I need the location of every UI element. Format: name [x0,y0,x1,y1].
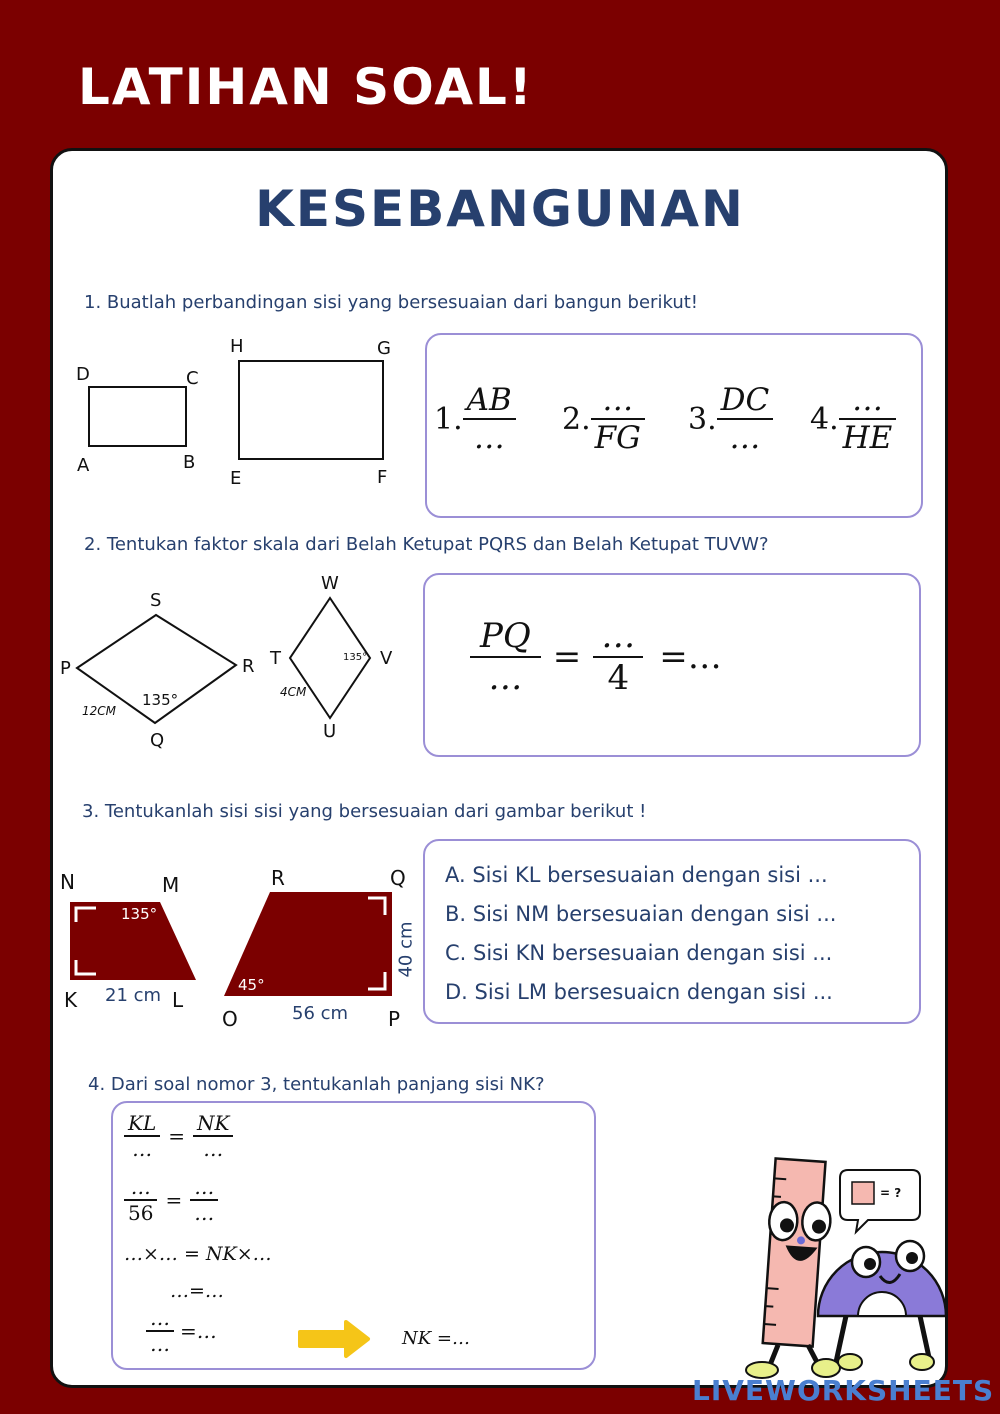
question-3-text: 3. Tentukanlah sisi sisi yang bersesuaian dari gambar berikut ! [82,801,647,822]
label-P: P [60,658,71,679]
nk-result[interactable]: NK =… [402,1328,471,1349]
label-E: E [230,468,242,489]
label-R: R [242,656,255,677]
step-3: …×… = NK×… [124,1243,272,1265]
question-4-text: 4. Dari soal nomor 3, tentukanlah panjang sisi NK? [88,1074,545,1095]
worksheet-title: KESEBANGUNAN [255,180,745,238]
label-O: O [222,1007,238,1031]
ratio-2[interactable]: 2. $\frac{\dots}{FG}$ [562,382,645,456]
label-K: K [64,988,78,1012]
page-header-title: LATIHAN SOAL! [78,58,534,116]
speech-bubble-text: = ? [880,1186,902,1200]
tuvw-angle: 135° [343,652,368,663]
label-R-trap: R [271,866,285,890]
step-1: $\frac{KL}{\dots}$ = $\frac{NK}{\dots}$ [124,1111,233,1161]
pqrs-angle: 135° [142,691,179,709]
step-5: $\frac{\dots}{\dots}$ =… [146,1306,217,1356]
label-S: S [150,590,162,611]
label-P-trap: P [388,1007,401,1031]
liveworksheets-watermark: LIVEWORKSHEETS [692,1374,995,1407]
label-W: W [321,573,339,594]
ratio-3[interactable]: 3. $\frac{DC}{\dots}$ [688,382,773,456]
question-2-text: 2. Tentukan faktor skala dari Belah Ketupat PQRS dan Belah Ketupat TUVW? [84,534,769,555]
label-A: A [77,455,90,476]
opqr-angle: 45° [238,976,265,994]
label-M: M [162,873,180,897]
step-2: $\frac{\dots}{56}$ = $\frac{\dots}{\dots}$ [124,1175,218,1225]
statement-a[interactable]: A. Sisi KL bersesuaian dengan sisi ... [445,863,828,887]
tuvw-side-length: 4CM [280,685,307,699]
label-B: B [183,452,196,473]
step-4: …=… [170,1280,224,1302]
question-1-text: 1. Buatlah perbandingan sisi yang bersesuaian dari bangun berikut! [84,292,698,313]
op-length: 56 cm [292,1003,349,1024]
label-D: D [76,364,90,385]
pq-length: 40 cm [395,921,417,978]
scale-factor-formula[interactable]: $\frac{PQ}{\dots}$ = $\frac{\dots}{4}$ =… [470,616,722,698]
label-H: H [230,336,244,357]
label-L: L [172,988,184,1012]
label-G: G [377,338,391,359]
statement-d[interactable]: D. Sisi LM bersesuaicn dengan sisi ... [445,980,833,1004]
statement-b[interactable]: B. Sisi NM bersesuaian dengan sisi ... [445,902,837,926]
kl-length: 21 cm [105,985,162,1006]
label-U: U [323,721,337,742]
klmn-angle: 135° [121,905,158,923]
pqrs-side-length: 12CM [82,704,117,718]
ratio-4[interactable]: 4. $\frac{\dots}{HE}$ [810,382,896,456]
label-Q: Q [150,730,165,751]
label-V: V [380,648,393,669]
ruler-protractor-illustration [0,0,1,1]
label-F: F [377,467,388,488]
label-T: T [270,648,281,669]
label-Q-trap: Q [390,866,406,890]
label-C: C [186,368,199,389]
ratio-1[interactable]: 1. $\frac{AB}{\dots}$ [434,382,516,456]
label-N: N [60,870,75,894]
statement-c[interactable]: C. Sisi KN bersesuaian dengan sisi ... [445,941,833,965]
